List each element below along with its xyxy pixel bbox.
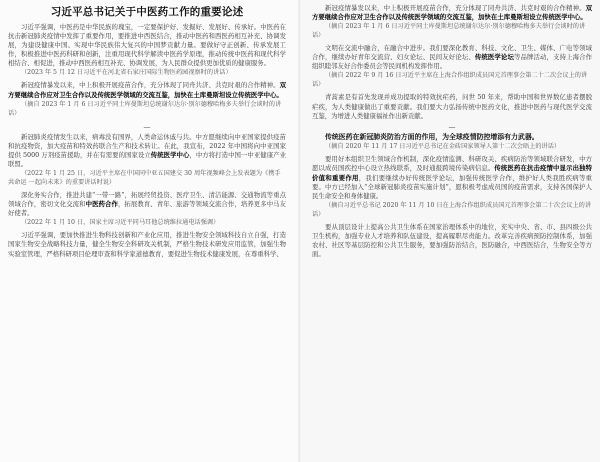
body-paragraph xyxy=(312,223,592,259)
body-paragraph xyxy=(8,191,286,218)
right-page-body xyxy=(312,4,592,259)
paragraph-text: 文明在交流中融合，在融合中进步。我们要深化教育、科技、文化、卫生、媒体、广电等领域合作，继续办好青年交流营、妇女论坛、民间友好论坛、 xyxy=(312,44,592,62)
paragraph-text: 青蒿素是有首先发现并成功提取的特效抗疟药，问世 50 年来，帮助中国和世界数亿患者摆脱疟疾，为人类健康做出了重要贡献。我们要大力弘扬传统中医药文化，推进中医药与现代医学交流互鉴，为增进人类健康福祉作出新贡献。 xyxy=(312,93,592,120)
body-paragraph xyxy=(8,133,286,169)
body-paragraph xyxy=(312,93,592,120)
paragraph-text: ，拓展教育、青年、旅游等领域交流合作，培养更多中马友好使者。 xyxy=(8,200,287,218)
paragraph-text: 新冠肺炎疫情发生以来，病毒没有国界，人类命运休戚与共。中方愿继续向中亚国家提供疫苗和抗疫物资，加大疫苗和特效药联合生产和技术转让。在此，我宣布，2022 年中国将向中亚国家提供 5000 万剂疫苗援助，并在有需要的国家设立 xyxy=(8,132,286,159)
paragraph-text: 习近平强调，要加快推进生物科技创新和产业化应用，推进生物安全领域科技自立自强，打造国家生物安全战略科技力量，健全生物安全科研攻关机制，严格生物技术研发应用监管，加强生物实验室管理，严格科研项目伦理审查和科学家道德教育，要促进生物技术健康发展，在尊重科学、 xyxy=(8,231,286,258)
source-citation: （2022 年 1 月 25 日，习近平主席在中国同中亚五国建交 30 周年视频峰会上发表题为《携手共命运 一起向未来》的重要讲话时说） xyxy=(8,170,281,187)
source-citation: （摘自 2022 年 9 月 16 日习近平主席在上海合作组织成员国元首理事会第二十二次会议上的讲话） xyxy=(312,72,588,89)
paragraph-text: 要用好本组织卫生领域合作机制，深化疫情监测、科研攻关、疾病防治等领域联合研发，中方愿以成员国疾控中心设立热线联系，及时通报跨境传染病信息。 xyxy=(312,155,592,173)
body-paragraph xyxy=(312,4,592,22)
section-separator: — xyxy=(143,122,151,131)
paragraph-text: ，我们要继续办好传统医学论坛，加强传统医学合作，维护好人类我胜疾病等重要。中方已经加入“全球新冠肺炎疫苗实施计划”，愿积极考虑成员国的疫苗需求，支持各国保护人民生命安全和身体健康。 xyxy=(312,173,593,200)
source-citation: （摘自 2020 年 11 月 17 日习近平总书记在金砖国家领导人第十二次会晤上的讲话） xyxy=(325,143,561,151)
source-citation: （摘自 2023 年 1 月 6 日习近平同土库曼斯坦总统谢尔达尔·别尔德穆哈梅多夫举行会谈时的讲话） xyxy=(8,100,282,117)
highlighted-text: 传统医学论坛 xyxy=(474,53,514,62)
highlighted-text: 中医药合作 xyxy=(85,200,118,209)
paragraph-text: 新冠疫情暴发以来，中上积极开展疫苗合作，充分体现了同舟共济、共克时艰的合作精神。 xyxy=(325,4,586,12)
body-paragraph xyxy=(312,155,592,200)
right-page xyxy=(300,0,600,462)
source-citation: （摘自 2023 年 1 月 6 日习近平同土库曼斯坦总统谢尔达尔·别尔德穆哈梅多夫举行会谈时的讲话） xyxy=(312,23,586,40)
paragraph-text: 深化务实合作，推进共建“一带一路”，拓展经贸投资、医疗卫生、清洁能源、交通物流等重点领域合作，密切文化交流和 xyxy=(8,191,286,209)
source-citation: （2023 年 5 月 12 日习近平在河北省石家庄国际生物医药园视察时的讲话） xyxy=(21,69,232,77)
section-separator: — xyxy=(448,122,456,131)
paragraph-text: 新冠疫情暴发以来，中上积极开展疫苗合作，充分体现了同舟共济、共克时艰的合作精神。 xyxy=(21,81,280,90)
emphasis-paragraph: 传统医药在新冠肺炎防治方面的作用，为全球疫情防控增添有力武器。 xyxy=(325,132,539,141)
body-paragraph xyxy=(8,81,286,99)
source-citation: （2022 年 1 月 10 日，国家主席习近平同马耳他总统维拉通电话强调） xyxy=(21,219,220,227)
left-page-body xyxy=(8,23,286,259)
paragraph-text: 等品牌活动，支持上海合作组织睦邻友好合作委员会等民间机构发挥作用。 xyxy=(312,53,593,71)
document-title: 习近平总书记关于中医药工作的重要论述 xyxy=(50,6,244,18)
highlighted-text: 传统医学中心 xyxy=(150,150,190,159)
highlighted-text: 双方要继续合作应对卫生合作以及传统医学领域的交流互鉴，加快在土库曼斯坦设立传统医学中心。 xyxy=(8,81,286,99)
source-citation: （摘自习近平总书记 2020 年 11 月 10 日在上海合作组织成员国元首理事会第二十次会议上的讲话） xyxy=(312,201,592,218)
body-paragraph xyxy=(312,44,592,71)
paragraph-text: 要从顶层设计上提高公共卫生体系在国家治理体系中的地位，充实中央、省、市、县四级公共卫生机构，加强专业人才培养和队伍建设，提高履职尽责能力。改革完善疾病预防控制体系，加强农村、社区等基层防控和公共卫生服务，要加强防治结合，医防融合，中西医结合，生物安全等方面。 xyxy=(312,222,592,259)
highlighted-text: 双方要继续合作应对卫生合作以及传统医学领域的交流互鉴，加快在土库曼斯坦设立传统医学中心。 xyxy=(312,4,592,22)
body-paragraph xyxy=(8,231,286,258)
paragraph-text: ，中方将打造中国一中亚健康产业联盟。 xyxy=(8,150,287,168)
paragraph-text: 习近平强调，中医药是中华民族的瑰宝，一定要保护好、发掘好、发展好、传承好。中医药在抗击新冠肺炎疫情中发挥了重要作用，要推进中西医结合，推动中医药和西医药相互补充、协调发展，为建设健康中国、实现中华民族伟大复兴的中国梦贡献力量。要做好守正创新、传承发展工作，积极推进中医药科研和创新，注重用现代科学解读中医药学原理，推动传统中医药和现代科学相结合、相促进，推动中西医药相互补充、协调发展，为人民群众提供更加优质的健康服务。 xyxy=(8,23,286,68)
highlighted-text: 传统医药在抗击疫情中显示出独特价值和重要作用 xyxy=(312,164,592,182)
body-paragraph xyxy=(8,23,286,68)
